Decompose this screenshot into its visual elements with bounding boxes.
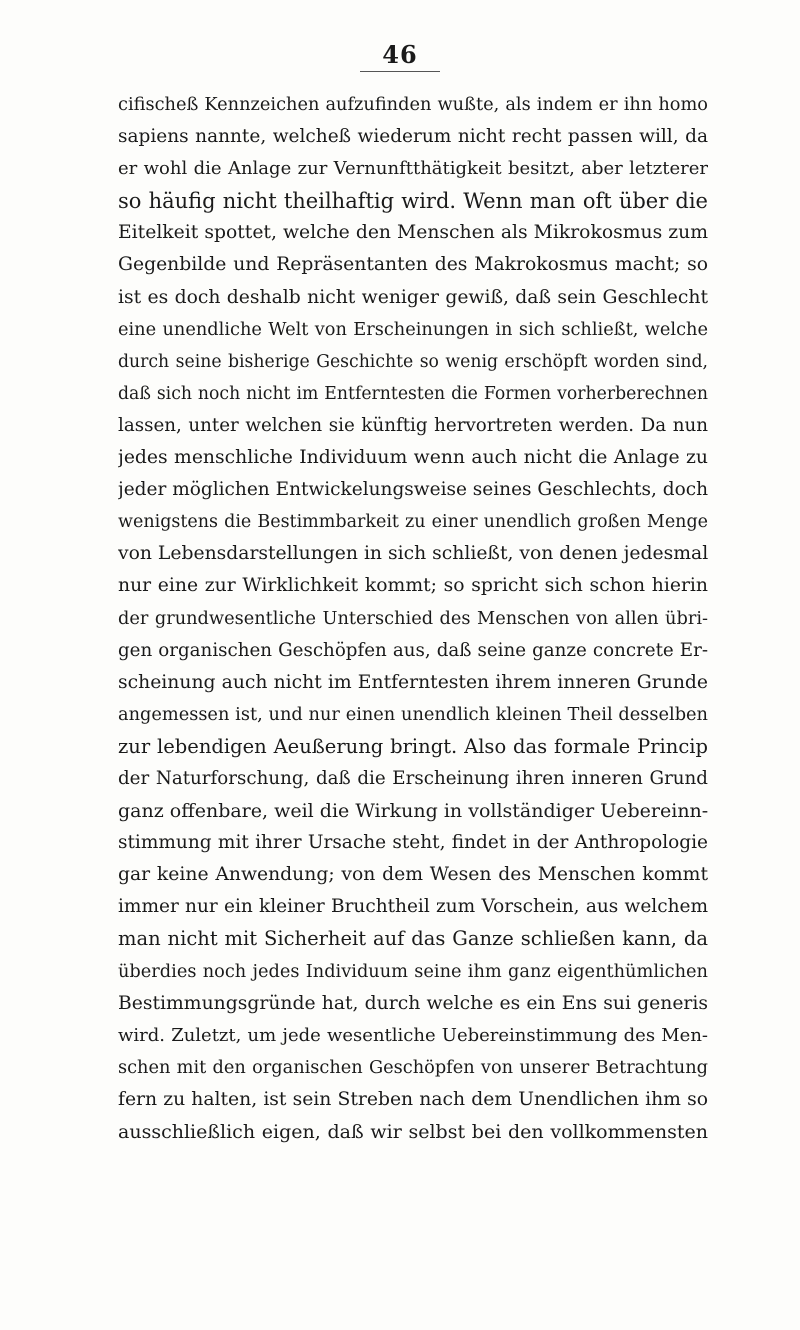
text-line: man nicht mit Sicherheit auf das Ganze schließen kann, da <box>118 927 708 951</box>
text-line: Gegenbilde und Repräsentanten des Makrokosmus macht; so <box>118 254 708 276</box>
text-line: daß sich noch nicht im Entferntesten die Formen vorherberechnen <box>118 383 708 404</box>
text-line: cifischeß Kennzeichen aufzufinden wußte, als indem er ihn homo <box>118 95 708 115</box>
text-line: eine unendliche Welt von Erscheinungen in sich schließt, welche <box>118 319 708 340</box>
text-line: scheinung auch nicht im Entferntesten ihrem inneren Grunde <box>118 671 708 693</box>
text-line: der Naturforschung, daß die Erscheinung ihren inneren Grund <box>118 767 708 789</box>
text-line: wird. Zuletzt, um jede wesentliche Uebereinstimmung des Men- <box>118 1024 708 1046</box>
text-line: jeder möglichen Entwickelungsweise seines Geschlechts, doch <box>118 479 708 501</box>
text-line: von Lebensdarstellungen in sich schließt, von denen jedesmal <box>118 543 708 565</box>
text-line: er wohl die Anlage zur Vernunftthätigkeit besitzt, aber letzterer <box>118 158 708 180</box>
text-line: fern zu halten, ist sein Streben nach dem Unendlichen ihm so <box>118 1088 708 1110</box>
text-line: durch seine bisherige Geschichte so wenig erschöpft worden sind, <box>118 351 708 372</box>
text-line: so häufig nicht theilhaftig wird. Wenn man oft über die <box>118 189 708 214</box>
text-line: stimmung mit ihrer Ursache steht, findet in der Anthropologie <box>118 832 708 854</box>
text-line: schen mit den organischen Geschöpfen von unserer Betrachtung <box>118 1057 708 1078</box>
page-number: 46 <box>382 40 418 69</box>
text-line: jedes menschliche Individuum wenn auch nicht die Anlage zu <box>118 447 708 469</box>
text-line: Eitelkeit spottet, welche den Menschen als Mikrokosmus zum <box>118 222 708 244</box>
text-line: lassen, unter welchen sie künftig hervortreten werden. Da nun <box>118 414 708 436</box>
text-line: der grundwesentliche Unterschied des Menschen von allen übri- <box>118 608 708 629</box>
header-rule <box>360 71 440 72</box>
text-line: überdies noch jedes Individuum seine ihm ganz eigenthümlichen <box>118 961 708 982</box>
text-line: Bestimmungsgründe hat, durch welche es ein Ens sui generis <box>118 992 708 1014</box>
text-line: ist es doch deshalb nicht weniger gewiß, daß sein Geschlecht <box>118 286 708 308</box>
text-line: ausschließlich eigen, daß wir selbst bei den vollkommensten <box>118 1121 708 1143</box>
text-line: gar keine Anwendung; von dem Wesen des Menschen kommt <box>118 864 708 886</box>
text-line: ganz offenbare, weil die Wirkung in vollständiger Uebereinn- <box>118 800 708 823</box>
text-line: immer nur ein kleiner Bruchtheil zum Vorschein, aus welchem <box>118 896 708 918</box>
text-line: nur eine zur Wirklichkeit kommt; so spricht sich schon hierin <box>118 575 708 597</box>
text-line: wenigstens die Bestimmbarkeit zu einer unendlich großen Menge <box>118 512 708 533</box>
text-line: angemessen ist, und nur einen unendlich kleinen Theil desselben <box>118 704 708 725</box>
body-text <box>118 89 708 1148</box>
text-line: gen organischen Geschöpfen aus, daß seine ganze concrete Er- <box>118 639 708 661</box>
text-line: sapiens nannte, welcheß wiederum nicht recht passen will, da <box>118 126 708 148</box>
text-line: zur lebendigen Aeußerung bringt. Also das formale Princip <box>118 734 708 758</box>
